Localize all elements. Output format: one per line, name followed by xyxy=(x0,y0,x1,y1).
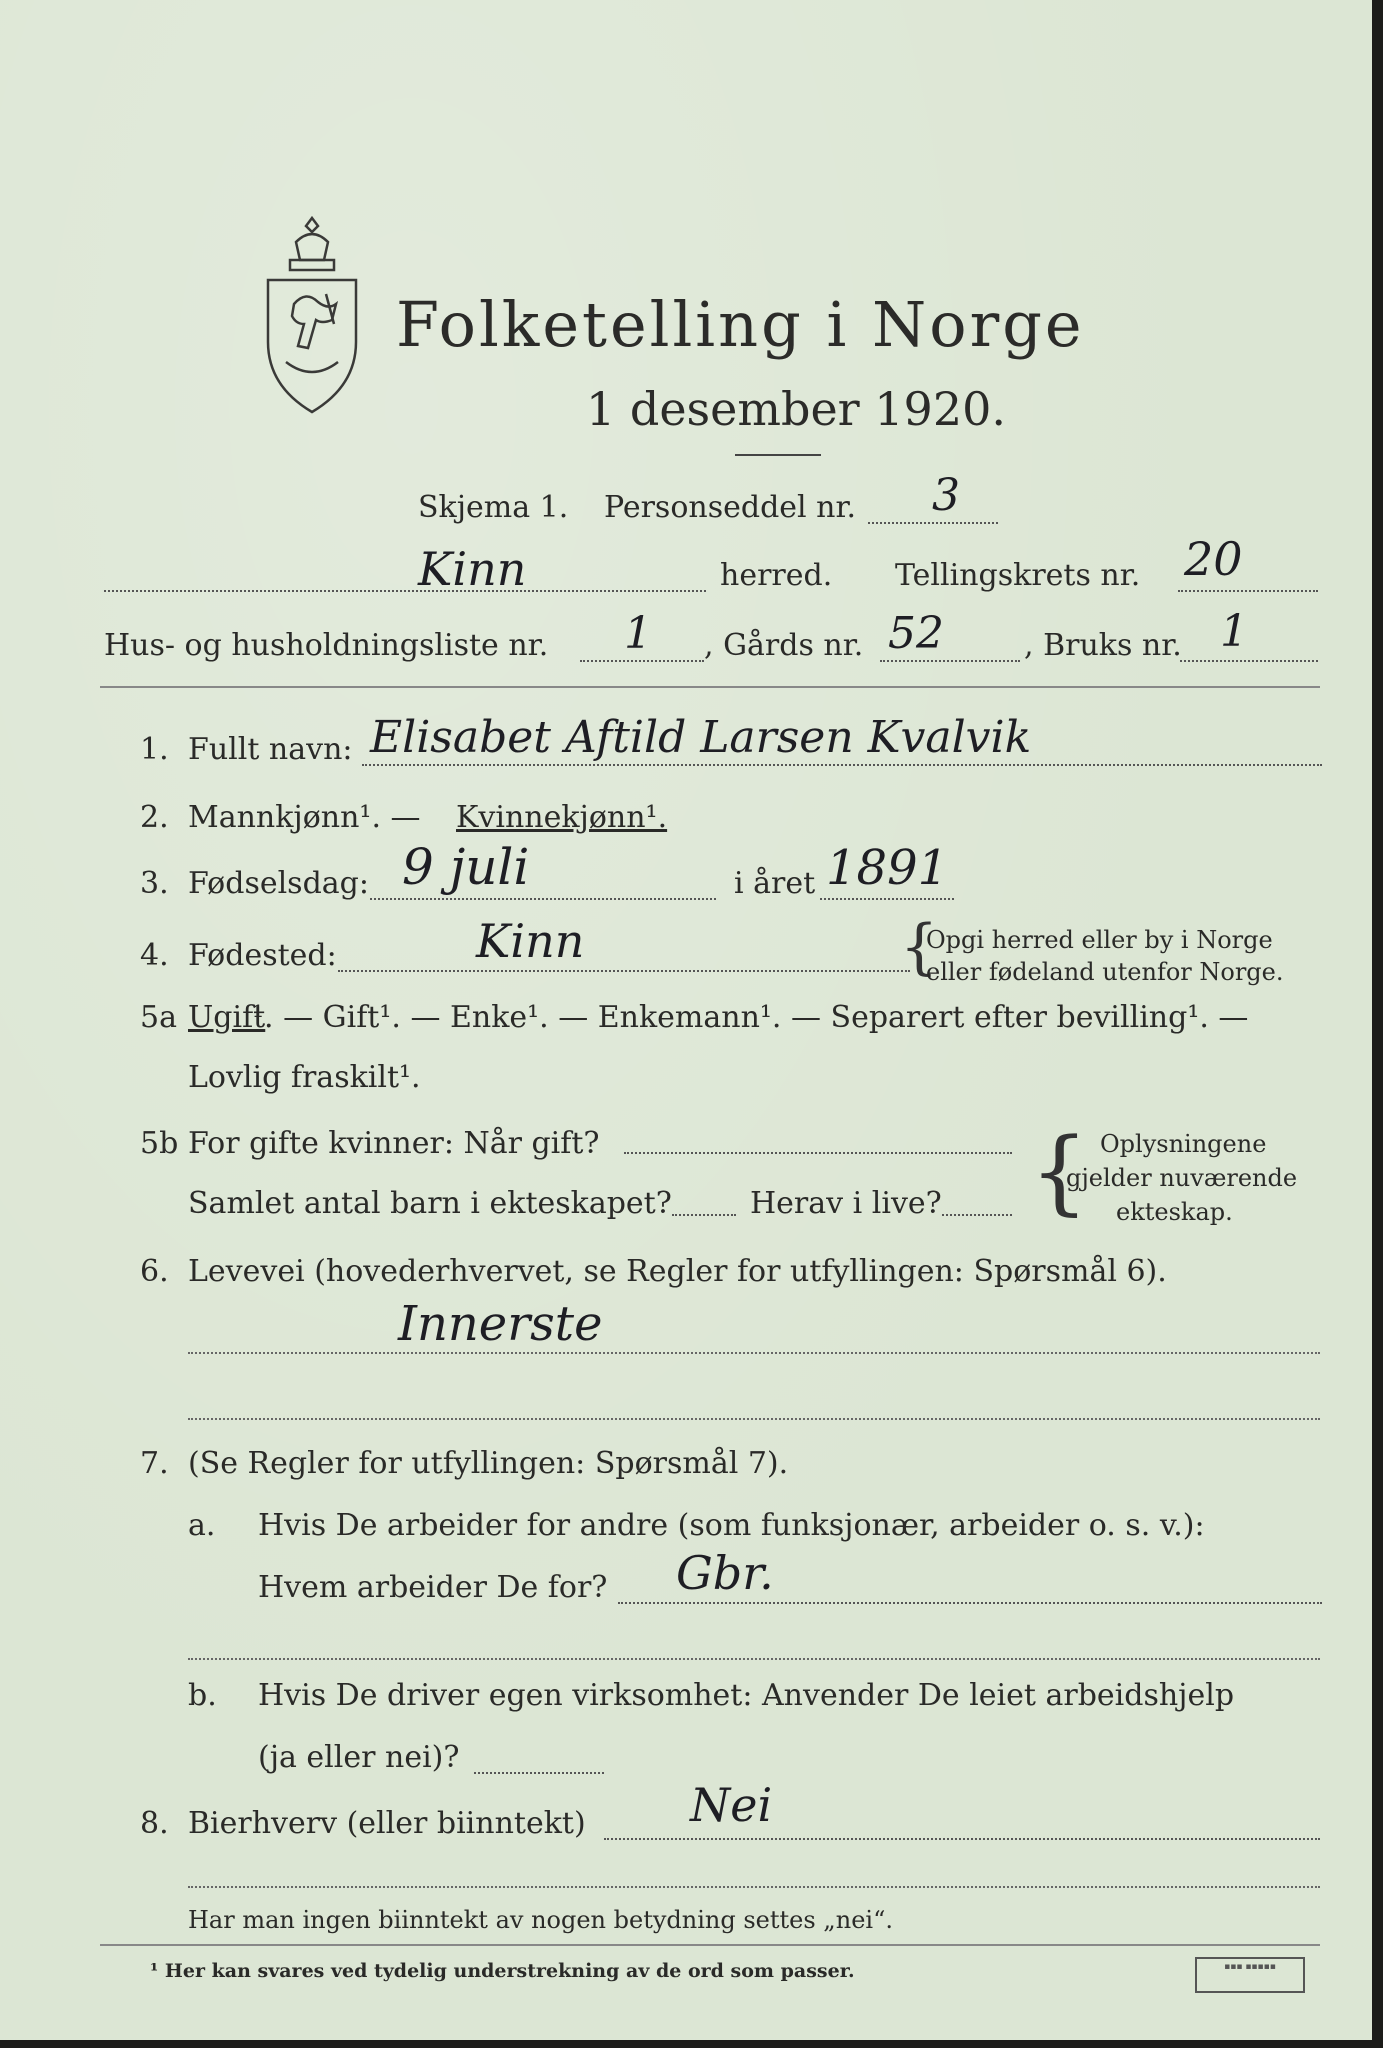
q7-number: 7. xyxy=(140,1446,169,1481)
q3-day-field-line xyxy=(370,898,716,900)
census-date: 1 desember 1920. xyxy=(586,382,1006,436)
gaards-field-line xyxy=(880,660,1020,662)
q3-number: 3. xyxy=(140,866,169,901)
herred-label: herred. xyxy=(720,558,833,593)
q7a-letter: a. xyxy=(188,1508,216,1543)
personseddel-value[interactable]: 3 xyxy=(932,470,960,521)
q8-label: Bierhverv (eller biinntekt) xyxy=(188,1806,586,1841)
q4-field-line xyxy=(338,970,910,972)
tellingskrets-label: Tellingskrets nr. xyxy=(895,558,1141,593)
q8-field-line xyxy=(604,1838,1320,1840)
q7b-field-line xyxy=(474,1772,604,1774)
q5b-label: For gifte kvinner: Når gift? xyxy=(188,1126,600,1161)
q8-side-income-value[interactable]: Nei xyxy=(690,1778,773,1832)
q6-number: 6. xyxy=(140,1254,169,1289)
q5b-married-field-line xyxy=(624,1152,1012,1154)
q6-extra-line xyxy=(188,1418,1320,1420)
q1-number: 1. xyxy=(140,732,169,767)
herred-value[interactable]: Kinn xyxy=(418,542,527,596)
q6-occupation-value[interactable]: Innerste xyxy=(398,1296,603,1352)
bruks-field-line xyxy=(1180,660,1318,662)
q5b-alive-label: Herav i live? xyxy=(750,1186,942,1221)
q5a-fraskilt-option[interactable]: Lovlig fraskilt¹. xyxy=(188,1060,421,1095)
q5b-number: 5b xyxy=(140,1126,179,1161)
q6-field-line xyxy=(188,1352,1320,1354)
title-separator xyxy=(735,454,821,456)
q8-extra-line xyxy=(188,1886,1320,1888)
norwegian-coat-of-arms-icon xyxy=(256,212,368,418)
tellingskrets-value[interactable]: 20 xyxy=(1184,532,1243,586)
q7a-employer-label: Hvem arbeider De for? xyxy=(258,1570,608,1605)
q5b-note-line1: Oplysningene xyxy=(1100,1130,1267,1158)
hus-value[interactable]: 1 xyxy=(624,608,652,659)
q5a-number: 5a xyxy=(140,1000,177,1035)
gaards-label: , Gårds nr. xyxy=(704,628,864,663)
q7a-label: Hvis De arbeider for andre (som funksjonær, arbeider o. s. v.): xyxy=(258,1508,1205,1543)
q4-note-brace: { xyxy=(900,912,939,982)
personseddel-label: Personseddel nr. xyxy=(604,490,857,525)
q5a-other-options[interactable]: ¹. — Gift¹. — Enke¹. — Enkemann¹. — Separert efter bevilling¹. — xyxy=(252,1000,1249,1035)
q5b-note-line2: gjelder nuværende xyxy=(1066,1164,1298,1192)
q4-number: 4. xyxy=(140,938,169,973)
q4-birthplace-value[interactable]: Kinn xyxy=(476,914,585,968)
q7b-label: Hvis De driver egen virksomhet: Anvender De leiet arbeidshjelp xyxy=(258,1678,1235,1713)
q3-year-label: i året xyxy=(734,866,816,901)
q7b-letter: b. xyxy=(188,1678,217,1713)
footer-divider xyxy=(100,1944,1320,1946)
q7b-jaornei-label: (ja eller nei)? xyxy=(258,1740,460,1775)
q7a-extra-line xyxy=(188,1658,1320,1660)
q5a-ugift-option[interactable]: Ugift xyxy=(188,1000,266,1035)
bruks-value[interactable]: 1 xyxy=(1220,606,1248,657)
q3-birthday-value[interactable]: 9 juli xyxy=(402,838,530,896)
skjema-label: Skjema 1. xyxy=(418,490,569,525)
q4-note-line2: eller fødeland utenfor Norge. xyxy=(926,958,1284,986)
q7-label: (Se Regler for utfyllingen: Spørsmål 7). xyxy=(188,1446,789,1481)
bruks-label: , Bruks nr. xyxy=(1024,628,1182,663)
q7a-field-line xyxy=(618,1602,1322,1604)
q5b-children-field-line xyxy=(672,1214,736,1216)
q5b-note-line3: ekteskap. xyxy=(1116,1198,1233,1226)
herred-field-line xyxy=(104,590,706,592)
q1-full-name-value[interactable]: Elisabet Aftild Larsen Kvalvik xyxy=(370,712,1032,763)
q3-year-field-line xyxy=(820,898,954,900)
q7a-employer-value[interactable]: Gbr. xyxy=(676,1546,774,1600)
header-divider xyxy=(100,686,1320,688)
footer-note: Har man ingen biinntekt av nogen betydning settes „nei“. xyxy=(188,1906,893,1934)
q6-label: Levevei (hovederhvervet, se Regler for utfyllingen: Spørsmål 6). xyxy=(188,1254,1167,1289)
q5b-alive-field-line xyxy=(942,1214,1012,1216)
q8-number: 8. xyxy=(140,1806,169,1841)
q3-label: Fødselsdag: xyxy=(188,866,369,901)
q4-note-line1: Opgi herred eller by i Norge xyxy=(926,926,1273,954)
personseddel-field-line xyxy=(868,522,998,524)
q2-female-option[interactable]: Kvinnekjønn¹. xyxy=(456,800,668,835)
hus-field-line xyxy=(580,660,704,662)
q1-label: Fullt navn: xyxy=(188,732,353,767)
hus-label: Hus- og husholdningsliste nr. xyxy=(104,628,549,663)
q3-year-value[interactable]: 1891 xyxy=(826,840,949,896)
q5b-children-label: Samlet antal barn i ekteskapet? xyxy=(188,1186,672,1221)
printer-stamp: ▪▪▪ ▪▪▪▪▪ xyxy=(1195,1957,1305,1993)
q5b-note-brace: { xyxy=(1030,1118,1089,1225)
q4-label: Fødested: xyxy=(188,938,337,973)
form-title: Folketelling i Norge xyxy=(396,288,1085,361)
footnote: ¹ Her kan svares ved tydelig understrekning av de ord som passer. xyxy=(150,1960,855,1982)
q2-number: 2. xyxy=(140,800,169,835)
tellingskrets-field-line xyxy=(1178,590,1318,592)
q2-male-option[interactable]: Mannkjønn¹. — xyxy=(188,800,421,835)
gaards-value[interactable]: 52 xyxy=(888,608,944,659)
q1-field-line xyxy=(362,764,1322,766)
